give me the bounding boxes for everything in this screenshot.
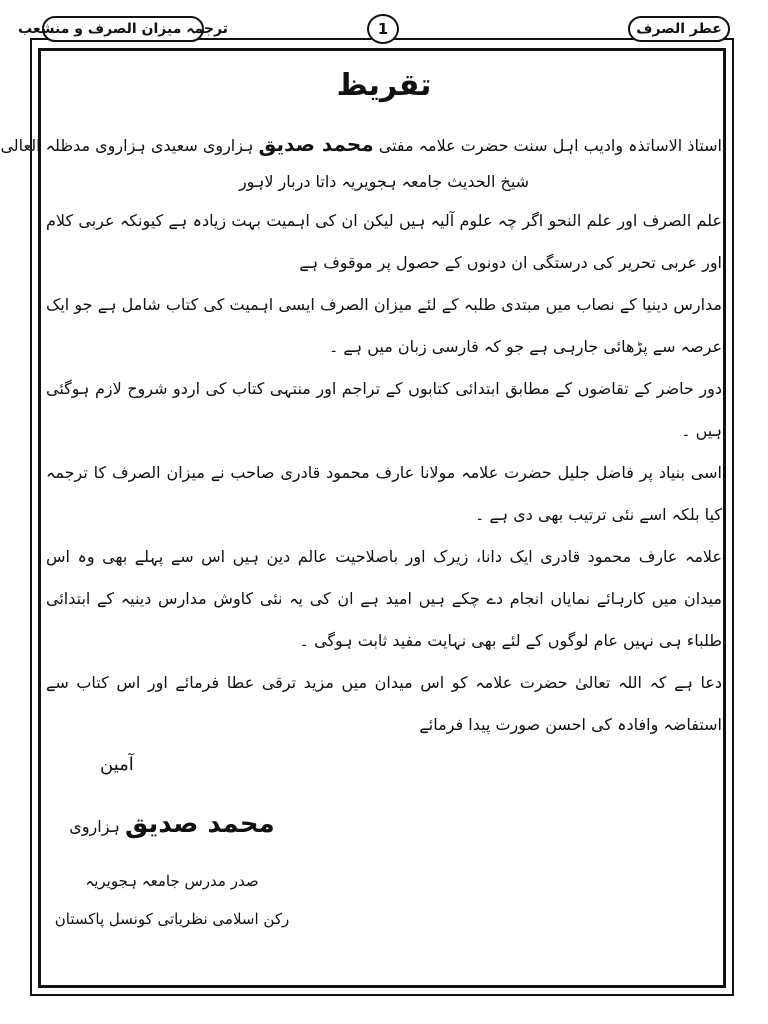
header-book-title-pill [18,16,228,42]
author-name: محمد صدیق [258,132,374,156]
header-series-title-pill [628,16,730,42]
header-book-title: ترجمہ میزان الصرف و منشعب [18,21,228,37]
author-line-2: شیخ الحدیث جامعہ ہجویریہ داتا دربار لاہور [238,172,530,191]
signature-role-1: صدر مدرس جامعہ ہجویریہ [85,872,259,890]
signature-name-suffix: ہزاروی [69,817,120,836]
signature-role-2: رکن اسلامی نظریاتی کونسل پاکستان [54,910,290,928]
signature-name: محمد صدیق [125,809,275,839]
signature-name-line [42,809,302,839]
signature-block [42,754,302,943]
author-line-1 [0,126,722,164]
header-series-title: عطر الصرف [636,21,722,37]
page-title: تقریظ [336,68,432,103]
page-content [0,60,722,746]
author-honorifics: استاذ الاساتذہ وادیب اہل سنت حضرت علامہ مفتی [378,136,722,155]
paragraph-4: اسی بنیاد پر فاضل جلیل حضرت علامہ مولانا عارف محمود قادری صاحب نے میزان الصرف کا ترجمہ کیا بلکہ اسے نئی ترتیب بھی دی ہے ۔ [46,463,722,524]
paragraph-5: علامہ عارف محمود قادری ایک دانا، زیرک اور باصلاحیت عالم دین ہیں اس سے پہلے بھی وہ اس میدان میں کارہائے نمایاں انجام دے چکے ہیں امید ہے ان کی یہ نئی کاوش مدارس دینیہ کے ابتدائی طلباء ہی نہیں عام لوگوں کے لئے بھی نہایت مفید ثابت ہوگی ۔ [46,547,722,650]
page-number: 1 [377,20,389,38]
page-number-badge [367,14,399,44]
paragraph-2: مدارس دینیا کے نصاب میں مبتدی طلبہ کے لئے میزان الصرف ایسی اہمیت کی کتاب شامل ہے جو ایک عرصہ سے پڑھائی جارہی ہے جو کہ فارسی زبان میں ہے ۔ [46,295,722,356]
ameen-text: آمین [100,754,134,775]
paragraph-6: دعا ہے کہ اللہ تعالیٰ حضرت علامہ کو اس میدان میں مزید ترقی عطا فرمائے اور اس کتاب سے استفاضہ وافادہ کی احسن صورت پیدا فرمائے [46,673,722,734]
author-titles: ہزاروی سعیدی ہزاروی مدظلہ العالی [0,136,254,155]
paragraph-3: دور حاضر کے تقاضوں کے مطابق ابتدائی کتابوں کے تراجم اور منتہی کتاب کی اردو شروح لازم ہوگئی ہیں ۔ [46,379,722,440]
paragraph-1: علم الصرف اور علم النحو اگر چہ علوم آلیہ ہیں لیکن ان کی اہمیت بہت زیادہ ہے کیونکہ عربی کلام اور عربی تحریر کی درستگی ان دونوں کے حصول پر موقوف ہے [46,211,722,272]
